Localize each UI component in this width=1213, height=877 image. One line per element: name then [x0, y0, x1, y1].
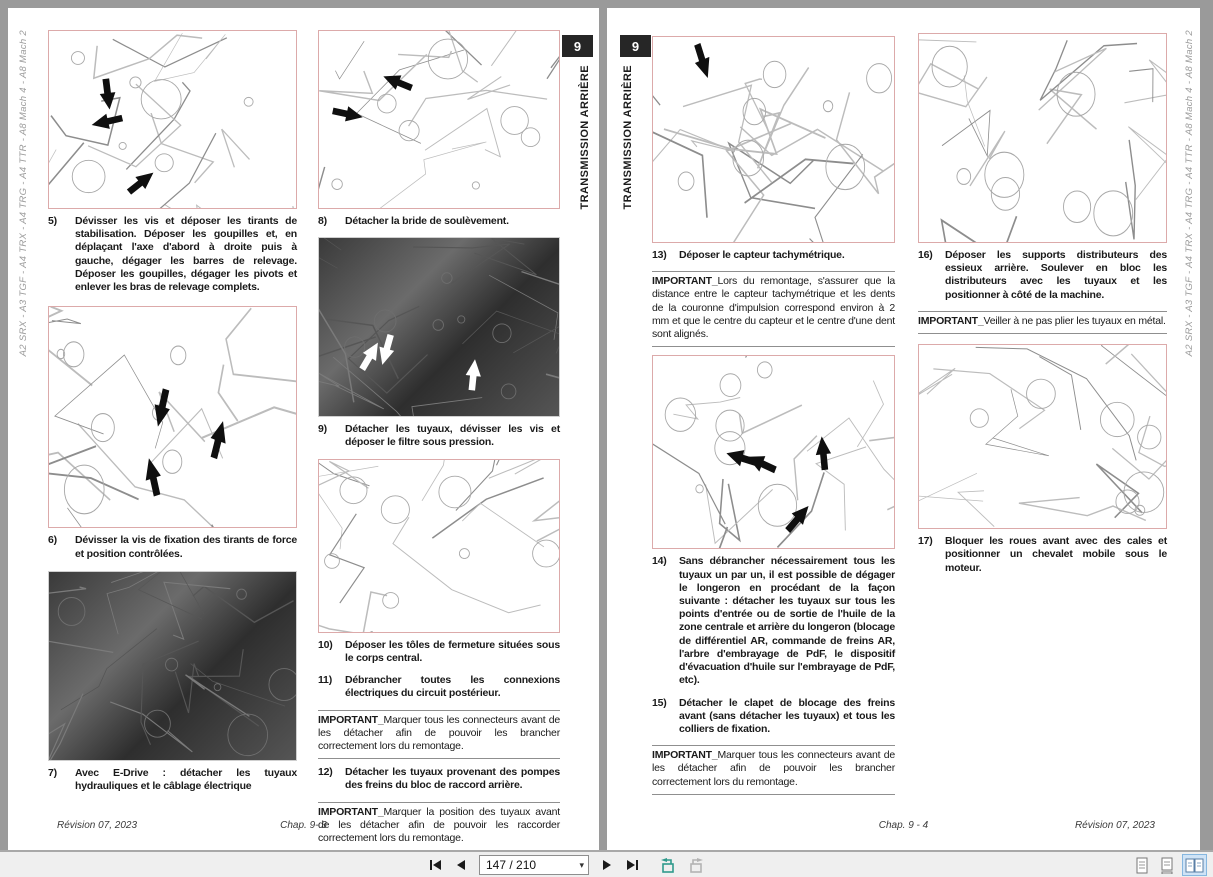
step-number: 16)	[918, 249, 933, 261]
next-view-icon	[688, 858, 705, 873]
two-page-view-button[interactable]	[1182, 854, 1207, 876]
footer-revision: Révision 07, 2023	[57, 820, 138, 831]
next-page-icon	[601, 859, 613, 871]
important-label: IMPORTANT_	[652, 749, 718, 762]
step-text: Déposer le capteur tachymétrique.	[679, 249, 845, 261]
step-item-11	[318, 674, 560, 700]
step-item-5	[48, 215, 297, 294]
step-text: Avec E-Drive : détacher les tuyaux hydrauliques et le câblage électrique	[75, 766, 297, 792]
last-page-button[interactable]	[621, 854, 643, 876]
step-item-12	[318, 766, 560, 792]
footer-revision: Révision 07, 2023	[1074, 820, 1155, 831]
figure-rear-axle-distributors	[918, 33, 1167, 243]
figure-longeron-hoses	[652, 355, 895, 549]
first-page-icon	[429, 859, 443, 871]
step-number: 8)	[318, 215, 327, 227]
page-navigation-group	[425, 854, 709, 876]
model-list-margin: A2 SRX - A3 TGF - A4 TRX - A4 TRG - A4 TTR - A8 Mach 4 - A8 Mach 2	[1184, 30, 1195, 357]
chapter-title-tab: TRANSMISSION ARRIÈRE	[579, 65, 591, 210]
continuous-view-icon	[1160, 857, 1174, 874]
right-page-column-2	[918, 33, 1167, 584]
step-number: 15)	[652, 696, 667, 709]
step-number: 13)	[652, 249, 667, 261]
previous-view-button[interactable]	[655, 854, 680, 876]
step-text: Détacher le clapet de blocage des freins avant (sans détacher les tuyaux) et tous les colliers de fixation.	[679, 696, 895, 735]
important-label: IMPORTANT_	[318, 713, 384, 726]
page-left	[8, 8, 599, 850]
model-list-margin: A2 SRX - A3 TGF - A4 TRX - A4 TRG - A4 TTR - A8 Mach 4 - A8 Mach 2	[18, 30, 29, 357]
last-page-icon	[625, 859, 639, 871]
step-item-16	[918, 249, 1167, 302]
left-page-column-1	[48, 30, 297, 802]
photo-pressure-filter	[318, 237, 560, 417]
step-text: Détacher les tuyaux, dévisser les vis et déposer le filtre sous pression.	[345, 423, 560, 449]
continuous-view-button[interactable]	[1157, 854, 1177, 876]
step-number: 10)	[318, 638, 333, 651]
chapter-title-tab: TRANSMISSION ARRIÈRE	[622, 65, 634, 210]
chapter-number-tab: 9	[620, 35, 651, 57]
figure-force-position-rods	[48, 306, 297, 528]
next-view-button[interactable]	[684, 854, 709, 876]
page-right	[607, 8, 1200, 850]
figure-closure-plates	[318, 459, 560, 633]
chevron-down-icon: ▾	[579, 859, 584, 870]
step-text: Déposer les tôles de fermeture situées sous le corps central.	[345, 638, 560, 664]
important-text: Marquer tous les connecteurs avant de les détacher afin de pouvoir les brancher correctement lors du remontage.	[318, 713, 560, 752]
important-text: Veiller à ne pas plier les tuyaux en métal.	[983, 314, 1166, 327]
footer-chapter-page: Chap. 9- 3	[280, 820, 327, 831]
step-text: Sans débrancher nécessairement tous les tuyaux un par un, il est possible de dégager le longeron en procédant de la façon suivante : détacher les tuyaux sur tous les points d'entrée ou de sortie de l'huile de la zone centrale et arrière du longeron (blocage de différentiel AR, commande de freins AR, l'arbre d'embrayage de PdF, le dispositif d'évacuation d'huile sur l'embrayage de PdF, etc).	[679, 555, 895, 687]
next-page-button[interactable]	[597, 854, 617, 876]
important-text: Lors du remontage, s'assurer que la distance entre le capteur tachymétrique et les dents de la couronne d'impulsion correspond environ à 2 mm et que le centre du capteur et le centre d'une dent sont alignés.	[652, 275, 895, 341]
important-note	[652, 745, 895, 795]
bottom-toolbar	[0, 850, 1213, 877]
photo-hydraulic-block	[48, 571, 297, 761]
important-note	[652, 271, 895, 347]
important-note	[918, 311, 1167, 334]
figure-front-wheel-chock	[918, 344, 1167, 529]
step-item-15	[652, 697, 895, 737]
step-number: 6)	[48, 534, 57, 547]
important-text: Marquer tous les connecteurs avant de les détacher afin de pouvoir les brancher correctement lors du remontage.	[652, 749, 895, 788]
page-footer	[607, 820, 1200, 834]
step-number: 17)	[918, 535, 933, 548]
step-number: 14)	[652, 555, 667, 568]
step-number: 7)	[48, 766, 57, 779]
important-label: IMPORTANT_	[652, 275, 718, 288]
step-text: Bloquer les roues avant avec des cales et positionner un chevalet mobile sous le moteur.	[945, 535, 1167, 574]
previous-view-icon	[659, 858, 676, 873]
step-text: Dévisser les vis et déposer les tirants de stabilisation. Déposer les goupilles et, en déplaçant l'axe d'abord à droite puis à gauche, dégager les barres de relevage. Déposer les goupilles, dégager les pivots et enlever les bras de relevage complets.	[75, 215, 297, 294]
step-item-17	[918, 535, 1167, 575]
step-text: Débrancher toutes les connexions électriques du circuit postérieur.	[345, 674, 560, 700]
page-layout-group	[1132, 854, 1207, 876]
footer-chapter-page: Chap. 9 - 4	[878, 820, 929, 831]
important-label: IMPORTANT_	[318, 805, 384, 818]
first-page-button[interactable]	[425, 854, 447, 876]
page-footer	[8, 820, 599, 834]
step-number: 5)	[48, 215, 57, 227]
step-item-7	[48, 767, 297, 793]
previous-page-button[interactable]	[451, 854, 471, 876]
step-text: Détacher les tuyaux provenant des pompes des freins du bloc de raccord arrière.	[345, 766, 560, 792]
single-page-icon	[1135, 857, 1149, 874]
step-item-13	[652, 249, 895, 262]
important-note	[318, 710, 560, 760]
left-page-column-2	[318, 30, 560, 858]
figure-lift-bracket	[318, 30, 560, 209]
right-page-column-1	[652, 36, 895, 802]
step-number: 9)	[318, 423, 327, 436]
step-item-10	[318, 639, 560, 665]
important-label: IMPORTANT_	[918, 314, 984, 327]
page-indicator: 147 / 210	[486, 858, 537, 872]
chapter-number-tab: 9	[562, 35, 593, 57]
step-item-8	[318, 215, 560, 228]
step-item-9	[318, 423, 560, 449]
step-text: Dévisser la vis de fixation des tirants de force et position contrôlées.	[75, 534, 297, 560]
figure-stabilizer-tie-rods	[48, 30, 297, 209]
step-item-6	[48, 534, 297, 560]
step-item-14	[652, 555, 895, 687]
figure-tachymetric-sensor	[652, 36, 895, 243]
important-text: Marquer la position des tuyaux avant de les détacher afin de pouvoir les raccorder correctement lors du remontage.	[318, 805, 560, 845]
single-page-view-button[interactable]	[1132, 854, 1152, 876]
previous-page-icon	[455, 859, 467, 871]
step-text: Détacher la bride de soulèvement.	[345, 215, 509, 227]
page-number-combo[interactable]	[479, 855, 589, 875]
step-number: 12)	[318, 766, 333, 779]
step-text: Déposer les supports distributeurs des essieux arrière. Soulever en bloc les distributeurs avec les tuyaux et les positionner à côté de la machine.	[945, 249, 1167, 301]
two-page-view-icon	[1185, 857, 1204, 874]
step-number: 11)	[318, 674, 332, 687]
